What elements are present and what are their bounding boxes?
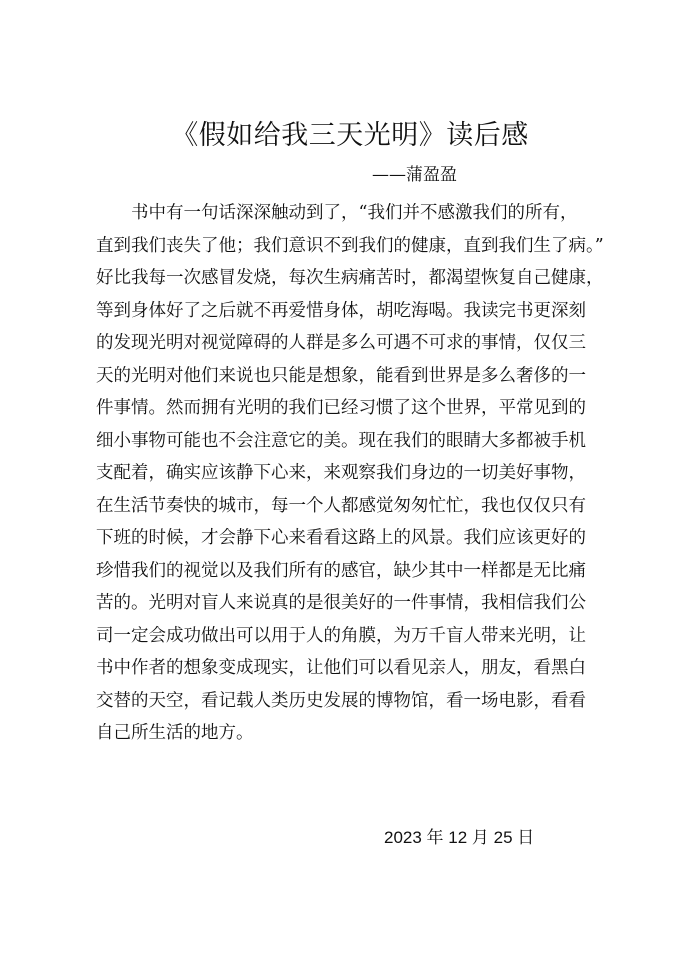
body-line: 细小事物可能也不会注意它的美。现在我们的眼睛大多都被手机 xyxy=(96,430,586,451)
body-line: 在生活节奏快的城市，每一个人都感觉匆匆忙忙，我也仅仅只有 xyxy=(96,495,586,516)
body-line: 书中作者的想象变成现实，让他们可以看见亲人，朋友，看黑白 xyxy=(96,658,586,678)
document-date: 2023 年 12 月 25 日 xyxy=(384,828,535,847)
body-line: 天的光明对他们来说也只能是想象，能看到世界是多么奢侈的一 xyxy=(96,365,586,386)
body-line: 等到身体好了之后就不再爱惜身体，胡吃海喝。我读完书更深刻 xyxy=(96,300,586,321)
body-line: 直到我们丧失了他；我们意识不到我们的健康，直到我们生了病。” xyxy=(96,235,604,256)
body-line: 好比我每一次感冒发烧，每次生病痛苦时，都渴望恢复自己健康， xyxy=(96,268,604,288)
body-line: 下班的时候，才会静下心来看看这路上的风景。我们应该更好的 xyxy=(96,528,586,548)
body-line: 司一定会成功做出可以用于人的角膜，为万千盲人带来光明，让 xyxy=(96,625,586,646)
author-signature: ——蒲盈盈 xyxy=(372,165,457,185)
essay-body xyxy=(96,197,616,750)
body-line: 件事情。然而拥有光明的我们已经习惯了这个世界，平常见到的 xyxy=(96,398,586,418)
body-line: 交替的天空，看记载人类历史发展的博物馆，看一场电影，看看 xyxy=(96,690,586,711)
body-line: 的发现光明对视觉障碍的人群是多么可遇不可求的事情，仅仅三 xyxy=(96,333,586,353)
body-line: 苦的。光明对盲人来说真的是很美好的一件事情，我相信我们公 xyxy=(96,593,586,613)
document-title: 《假如给我三天光明》读后感 xyxy=(171,120,529,151)
body-line: 书中有一句话深深触动到了，“我们并不感激我们的所有， xyxy=(131,203,578,223)
body-line: 珍惜我们的视觉以及我们所有的感官，缺少其中一样都是无比痛 xyxy=(96,560,586,581)
body-line: 自己所生活的地方。 xyxy=(96,723,254,743)
body-line: 支配着，确实应该静下心来，来观察我们身边的一切美好事物， xyxy=(96,463,586,483)
